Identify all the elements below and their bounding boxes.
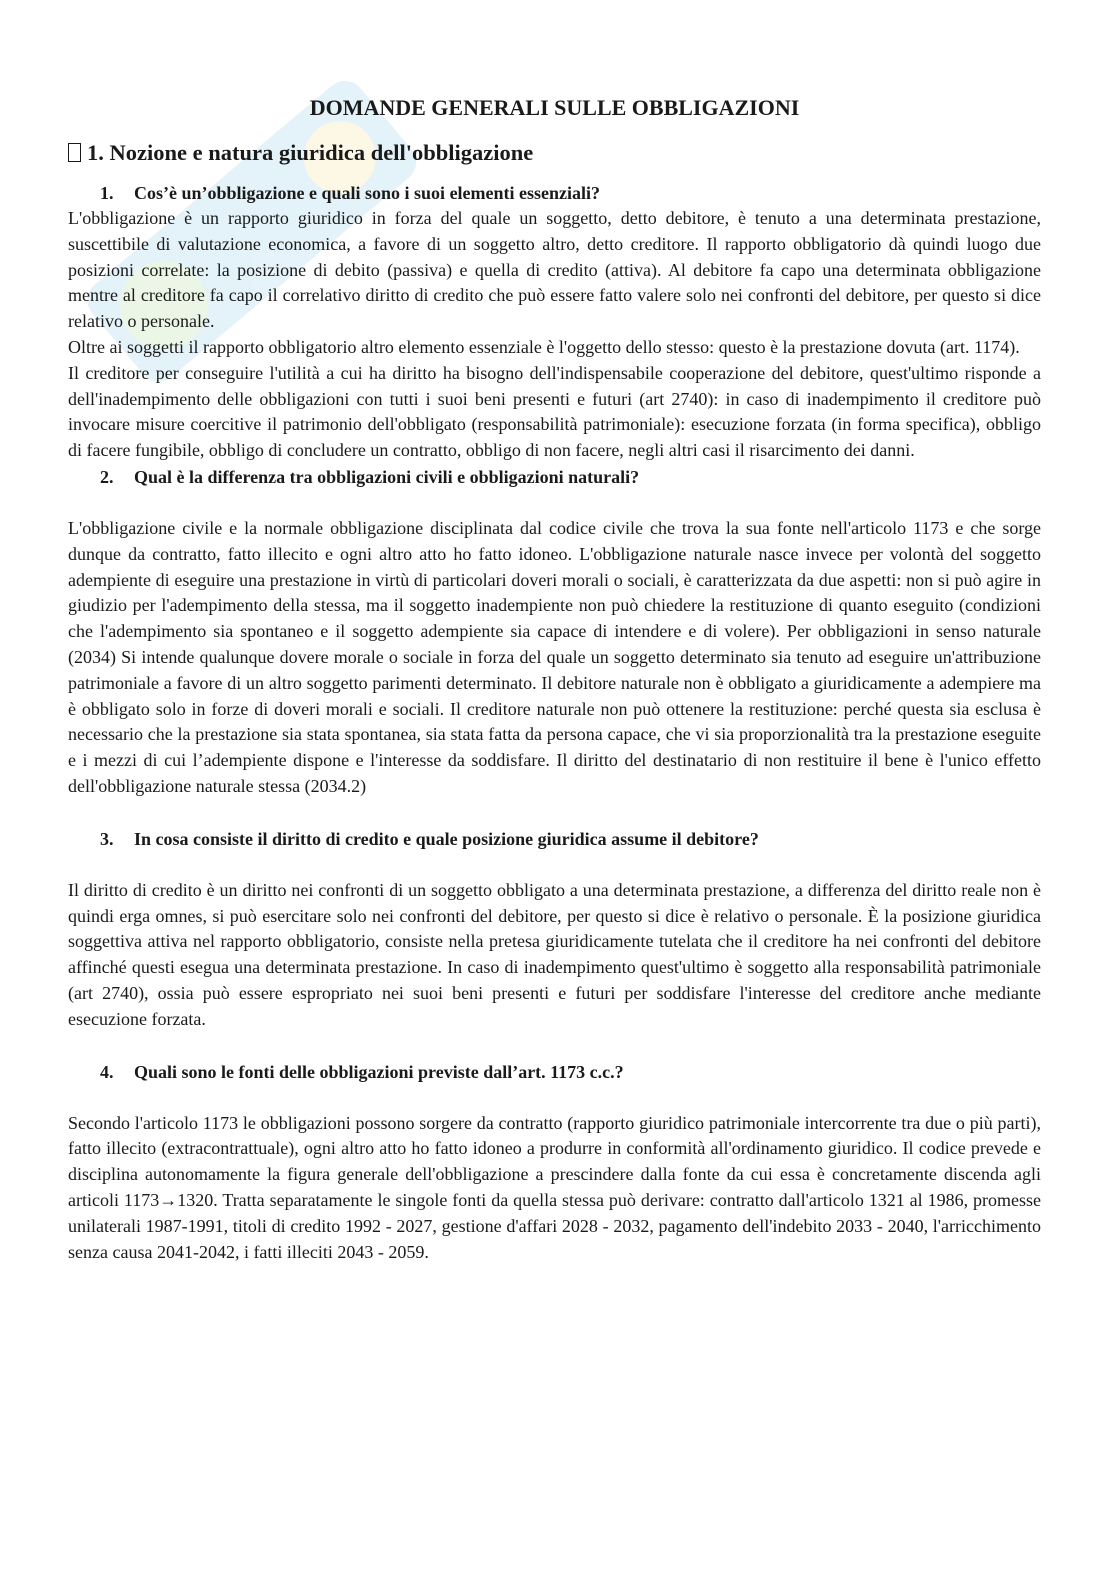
- checkbox-icon: [68, 143, 81, 162]
- answer-paragraph: Secondo l'articolo 1173 le obbligazioni possono sorgere da contratto (rapporto giuridico patrimoniale intercorrente tra due o più parti), fatto illecito (extracontrattuale), ogni altro atto ho fatto idoneo a produrre in conformità all'ordinamento giuridico. Il codice prevede e disciplina autonomamente la figura generale dell'obbligazione a prescindere dalla fonte da cui essa è concretamente discenda agli articoli 1173→1320. Tratta separatamente le singole fonti da quella stessa può derivare: contratto dall'articolo 1321 al 1986, promesse unilaterali 1987-1991, titoli di credito 1992 - 2027, gestione d'affari 2028 - 2032, pagamento dell'indebito 2033 - 2040, l'arricchimento senza causa 2041-2042, i fatti illeciti 2043 - 2059.: [68, 1112, 1041, 1262]
- question-2-heading: [68, 464, 1041, 490]
- document-page: [68, 92, 1041, 1265]
- question-text: Qual è la differenza tra obbligazioni civili e obbligazioni naturali?: [134, 466, 640, 487]
- question-4-heading: [68, 1059, 1041, 1085]
- question-number: 3.: [100, 828, 114, 849]
- answer-paragraph: Oltre ai soggetti il rapporto obbligatorio altro elemento essenziale è l'oggetto dello stesso: questo è la prestazione dovuta (art. 1174).: [68, 336, 1020, 357]
- answer-paragraph: Il creditore per conseguire l'utilità a cui ha diritto ha bisogno dell'indispensabile cooperazione del debitore, quest'ultimo risponde a dell'inadempimento delle obbligazioni con tutti i suoi beni presenti e futuri (art 2740): in caso di inadempimento il creditore può invocare misure coercitive il patrimonio dell'obbligato (responsabilità patrimoniale): esecuzione forzata (in forma specifica), obbligo di facere fungibile, obbligo di concludere un contratto, obbligo di non facere, negli altri casi il risarcimento dei danni.: [68, 362, 1041, 461]
- question-number: 2.: [100, 466, 114, 487]
- question-text: Quali sono le fonti delle obbligazioni previste dall’art. 1173 c.c.?: [134, 1061, 624, 1082]
- question-text: In cosa consiste il diritto di credito e quale posizione giuridica assume il debitore?: [134, 828, 759, 849]
- document-title: DOMANDE GENERALI SULLE OBBLIGAZIONI: [309, 95, 800, 120]
- section-heading-text: 1. Nozione e natura giuridica dell'obbligazione: [87, 140, 534, 165]
- question-3-heading: [68, 826, 1041, 852]
- answer-paragraph: L'obbligazione civile e la normale obbligazione disciplinata dal codice civile che trova la sua fonte nell'articolo 1173 e che sorge dunque da contratto, fatto illecito e ogni altro atto ho fatto idoneo. L'obbligazione naturale nasce invece per volontà del soggetto adempiente di eseguire una prestazione in virtù di particolari doveri morali o sociali, è caratterizzata da due aspetti: non si può agire in giudizio per l'adempimento della stessa, ma il soggetto inadempiente non può chiedere la restituzione di quanto eseguito (condizioni che l'adempimento sia spontaneo e il soggetto adempiente sia capace di intendere e di volere). Per obbligazioni in senso naturale (2034) Si intende qualunque dovere morale o sociale in forza del quale un soggetto determinato sia tenuto ad eseguire un'attribuzione patrimoniale a favore di un altro soggetto parimenti determinato. Il debitore naturale non è obbligato a giuridicamente a adempiere ma è obbligato solo in forze di doveri morali e sociali. Il creditore naturale non può ottenere la restituzione: perché questa sia esclusa è necessario che la prestazione sia stata spontanea, sia stata fatta da persona capace, che vi sia proporzionalità tra la prestazione eseguite e i mezzi di cui l’adempiente dispone e l'interesse da soddisfare. Il diritto del destinatario di non restituire il bene è l'unico effetto dell'obbligazione naturale stessa (2034.2): [68, 517, 1041, 796]
- question-text: Cos’è un’obbligazione e quali sono i suoi elementi essenziali?: [134, 183, 601, 203]
- question-number: 1.: [100, 183, 114, 203]
- answer-paragraph: Il diritto di credito è un diritto nei confronti di un soggetto obbligato a una determinata prestazione, a differenza del diritto reale non è quindi erga omnes, si può esercitare solo nei confronti del debitore, per questo si dice è relativo o personale. È la posizione giuridica soggettiva attiva nel rapporto obbligatorio, consiste nella pretesa giuridicamente tutelata che il creditore ha nei confronti del debitore affinché questi esegua una determinata prestazione. In caso di inadempimento quest'ultimo è soggetto alla responsabilità patrimoniale (art 2740), ossia può essere espropriato nei suoi beni presenti e futuri per soddisfare l'interesse del creditore anche mediante esecuzione forzata.: [68, 879, 1041, 1029]
- question-1-heading: [68, 180, 1041, 206]
- question-number: 4.: [100, 1061, 114, 1082]
- section-heading: [68, 138, 1041, 168]
- answer-paragraph: L'obbligazione è un rapporto giuridico in forza del quale un soggetto, detto debitore, è tenuto a una determinata prestazione, suscettibile di valutazione economica, a favore di un soggetto altro, detto creditore. Il rapporto obbligatorio dà quindi luogo due posizioni correlate: la posizione di debito (passiva) e quella di credito (attiva). Al debitore fa capo una determinata obbligazione mentre al creditore fa capo il correlativo diritto di credito che può essere fatto valere solo nei confronti del debitore, per questo si dice relativo o personale.: [68, 208, 1041, 332]
